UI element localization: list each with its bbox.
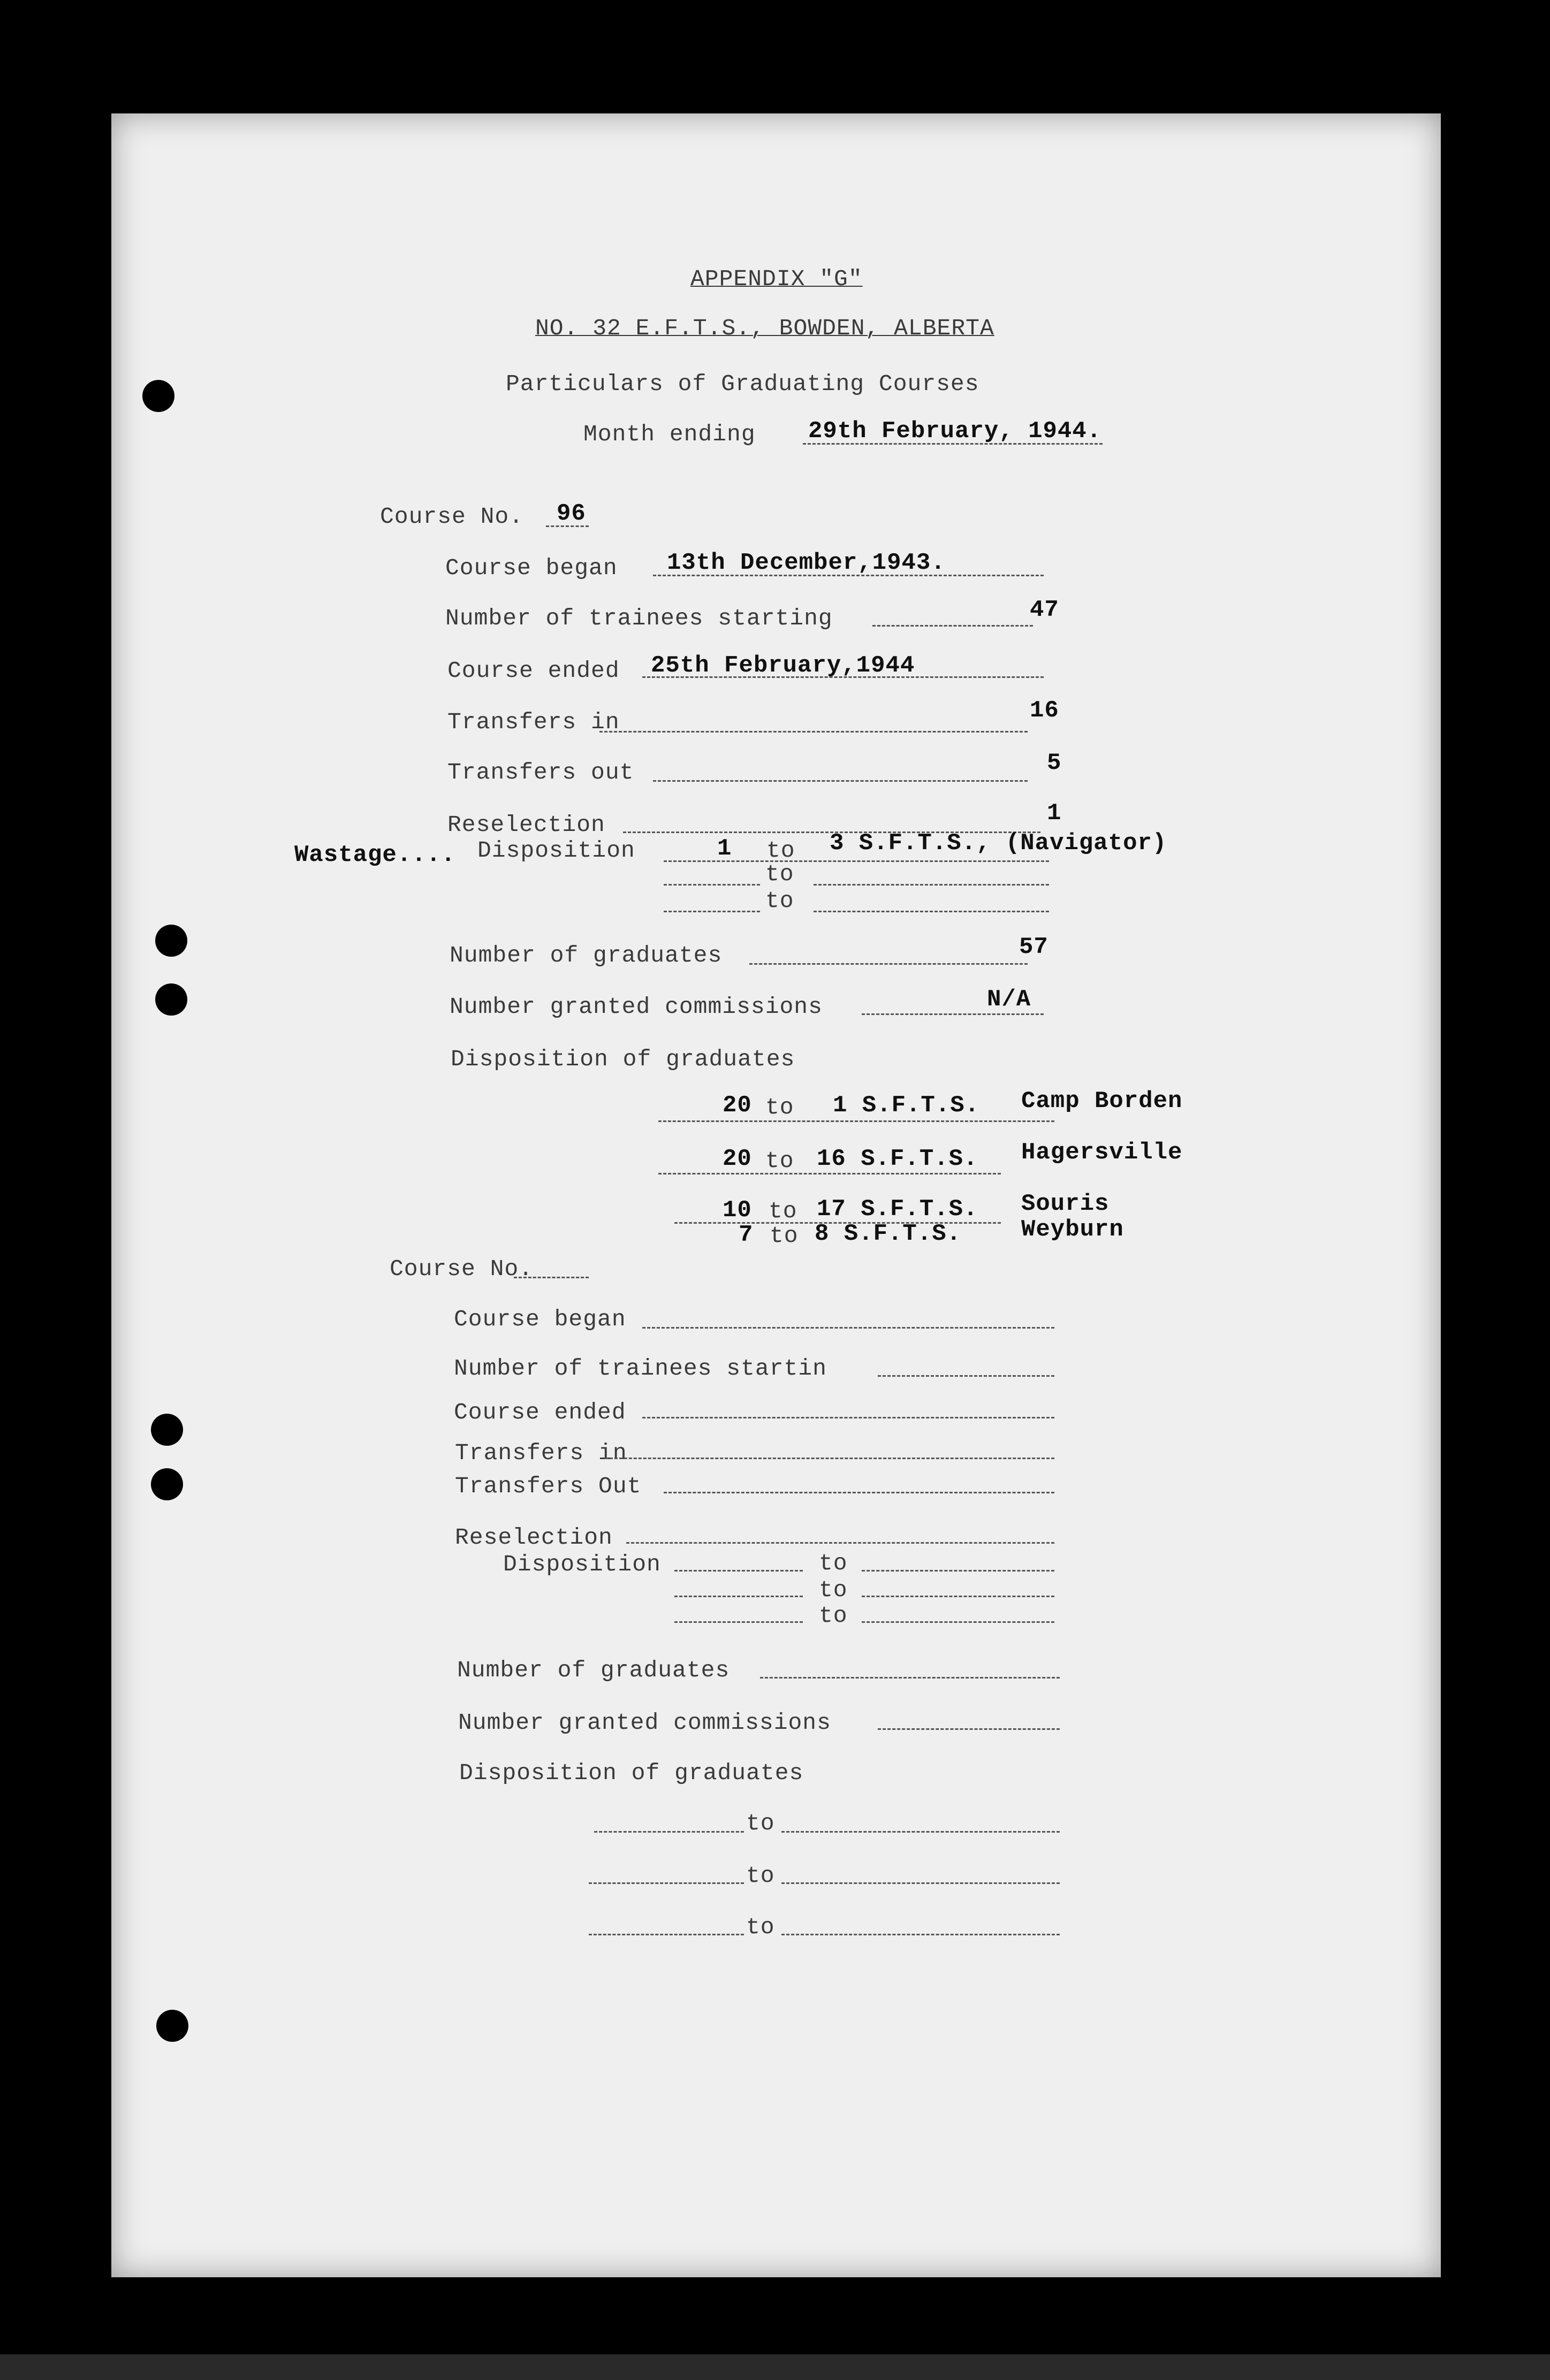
- course-began-value: 13th December,1943.: [667, 550, 946, 576]
- fill-line: [878, 1375, 1054, 1377]
- course2-no-label: Course No.: [390, 1256, 534, 1282]
- reselection-label: Reselection: [447, 812, 605, 838]
- disposition-to: to: [766, 837, 795, 864]
- graduates-value: 57: [1019, 934, 1048, 960]
- fill-line: [514, 1277, 589, 1278]
- grad-place: Weyburn: [1021, 1216, 1124, 1243]
- fill-line: [599, 731, 1028, 733]
- course-began-label: Course began: [445, 555, 618, 581]
- subtitle: Particulars of Graduating Courses: [506, 371, 979, 397]
- appendix-title: APPENDIX "G": [690, 266, 863, 292]
- course2-began-label: Course began: [454, 1306, 626, 1332]
- course2-grad-to: to: [746, 1863, 775, 1889]
- grad-place: Hagersville: [1021, 1139, 1183, 1166]
- grad-school: 17 S.F.T.S.: [817, 1196, 978, 1223]
- course2-disposition-label: Disposition: [503, 1551, 661, 1577]
- punch-hole-icon: [155, 925, 187, 957]
- grad-to: to: [765, 1094, 794, 1120]
- fill-line: [664, 884, 760, 886]
- course2-to: to: [819, 1603, 848, 1629]
- fill-line: [653, 780, 1028, 782]
- course2-transfers-in-label: Transfers in: [455, 1440, 627, 1466]
- grad-to: to: [770, 1223, 799, 1249]
- course2-to: to: [819, 1550, 848, 1576]
- punch-hole-icon: [142, 380, 174, 412]
- disposition-destination: 3 S.F.T.S., (Navigator): [830, 830, 1167, 857]
- transfers-out-value: 5: [1047, 750, 1062, 776]
- trainees-starting-label: Number of trainees starting: [445, 605, 833, 631]
- fill-line: [781, 1831, 1060, 1833]
- fill-line: [642, 1327, 1054, 1329]
- grad-to: to: [765, 1148, 794, 1174]
- fill-line: [653, 575, 1044, 576]
- grad-count: 20: [723, 1146, 752, 1172]
- punch-hole-icon: [151, 1468, 183, 1500]
- punch-hole-icon: [151, 1414, 183, 1446]
- grad-school: 8 S.F.T.S.: [815, 1220, 962, 1247]
- course2-grad-to: to: [746, 1810, 775, 1836]
- course2-grad-to: to: [746, 1914, 775, 1940]
- fill-line: [664, 1492, 1054, 1493]
- transfers-in-value: 16: [1030, 697, 1059, 724]
- fill-line: [664, 911, 760, 912]
- trainees-starting-value: 47: [1030, 597, 1059, 623]
- grad-count: 10: [723, 1197, 752, 1224]
- fill-line: [674, 1596, 803, 1597]
- month-underline: [803, 443, 1103, 445]
- fill-line: [862, 1013, 1044, 1015]
- fill-line: [862, 1596, 1054, 1597]
- course2-commissions-label: Number granted commissions: [458, 1710, 831, 1736]
- graduates-label: Number of graduates: [450, 942, 723, 968]
- fill-line: [862, 1621, 1054, 1623]
- fill-line: [814, 911, 1049, 912]
- disposition-label: Disposition: [477, 837, 635, 864]
- unit-title: NO. 32 E.F.T.S., BOWDEN, ALBERTA: [535, 315, 994, 341]
- fill-line: [605, 1458, 1054, 1459]
- fill-line: [760, 1677, 1060, 1679]
- document-page: [111, 113, 1441, 2277]
- course2-ended-label: Course ended: [454, 1399, 626, 1425]
- grad-to: to: [769, 1198, 797, 1224]
- fill-line: [664, 860, 1049, 862]
- course2-graduates-label: Number of graduates: [457, 1657, 730, 1683]
- course-no-label: Course No.: [380, 504, 524, 530]
- fill-line: [781, 1934, 1060, 1935]
- reselection-value: 1: [1047, 800, 1062, 827]
- disposition-to-blank: to: [765, 888, 794, 914]
- fill-line: [781, 1882, 1060, 1884]
- course-no-value: 96: [557, 500, 586, 527]
- disposition-to-blank: to: [765, 861, 794, 887]
- course2-to: to: [819, 1577, 848, 1603]
- fill-line: [749, 963, 1028, 965]
- fill-line: [878, 1728, 1060, 1730]
- month-label: Month ending: [583, 421, 756, 447]
- transfers-in-label: Transfers in: [447, 709, 620, 735]
- grad-school: 1 S.F.T.S.: [833, 1092, 980, 1119]
- commissions-value: N/A: [987, 986, 1031, 1013]
- fill-line: [594, 1831, 744, 1833]
- course2-transfers-out-label: Transfers Out: [455, 1473, 642, 1499]
- fill-line: [674, 1570, 803, 1572]
- punch-hole-icon: [155, 983, 187, 1016]
- grad-disposition-label: Disposition of graduates: [451, 1046, 795, 1072]
- fill-line: [589, 1882, 744, 1884]
- fill-line: [546, 525, 589, 527]
- grad-place: Souris: [1021, 1191, 1110, 1217]
- grad-count: 7: [739, 1222, 754, 1248]
- fill-line: [862, 1570, 1054, 1572]
- fill-line: [872, 625, 1033, 627]
- course-ended-value: 25th February,1944: [651, 652, 915, 679]
- course2-reselection-label: Reselection: [455, 1524, 613, 1551]
- fill-line: [658, 1173, 1001, 1174]
- grad-count: 20: [723, 1092, 752, 1119]
- commissions-label: Number granted commissions: [450, 994, 823, 1020]
- wastage-label: Wastage....: [294, 842, 456, 868]
- fill-line: [589, 1934, 744, 1935]
- transfers-out-label: Transfers out: [447, 759, 634, 785]
- grad-school: 16 S.F.T.S.: [817, 1146, 978, 1172]
- film-edge: [0, 2354, 1550, 2380]
- course-ended-label: Course ended: [447, 658, 620, 684]
- fill-line: [814, 884, 1049, 886]
- course2-grad-disposition-label: Disposition of graduates: [459, 1760, 804, 1786]
- grad-place: Camp Borden: [1021, 1088, 1183, 1115]
- fill-line: [642, 1417, 1054, 1418]
- fill-line: [658, 1120, 1054, 1122]
- month-value: 29th February, 1944.: [808, 418, 1102, 445]
- disposition-count: 1: [717, 835, 732, 862]
- punch-hole-icon: [156, 2010, 188, 2042]
- course2-starting-label: Number of trainees startin: [454, 1355, 827, 1382]
- fill-line: [626, 1542, 1054, 1544]
- fill-line: [674, 1621, 803, 1623]
- fill-line: [642, 676, 1044, 678]
